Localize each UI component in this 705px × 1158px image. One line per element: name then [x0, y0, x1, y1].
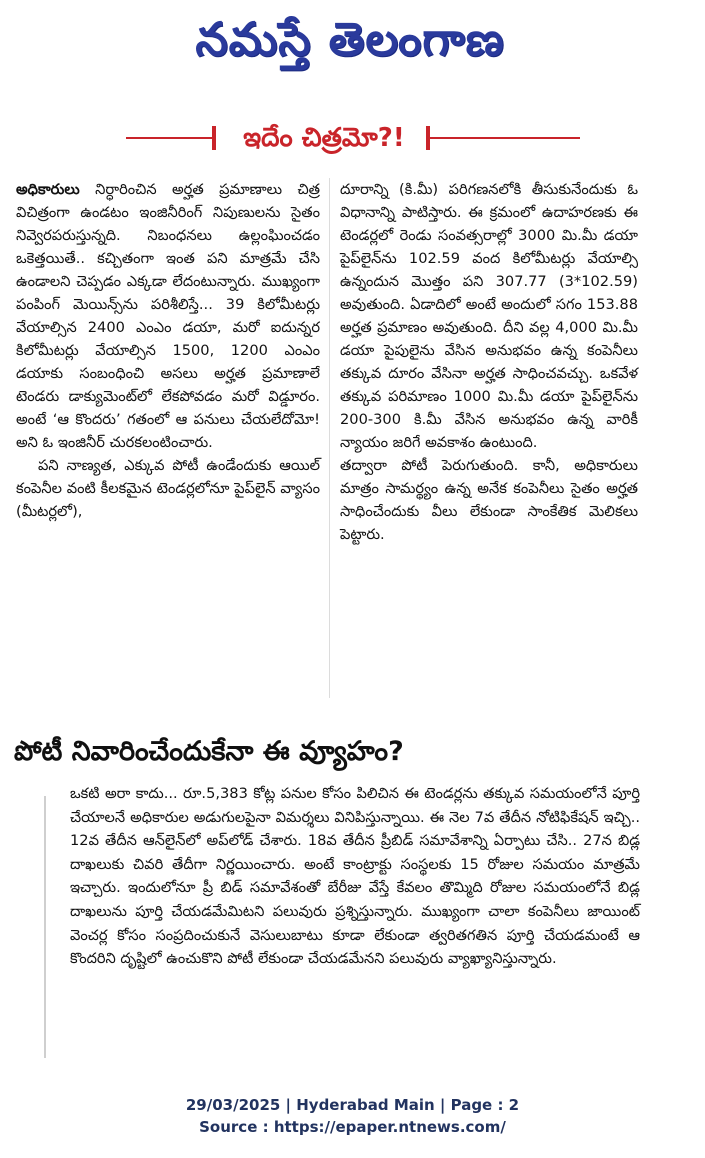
article-paragraph: పని నాణ్యత, ఎక్కువ పోటీ ఉండేందుకు ఆయిల్ కంపెనీల వంటి కీలకమైన టెండర్లలోనూ పైప్‌లైన్ వ్యాసం (మీటర్లలో), — [16, 457, 320, 520]
section-heading: ఇదేం చిత్రమో?! — [243, 123, 405, 153]
column-divider — [329, 178, 330, 698]
article-paragraph — [16, 178, 320, 454]
section-heading-block — [126, 118, 580, 158]
article-column-left — [16, 178, 320, 523]
article-column-right — [340, 178, 638, 546]
quote-bar — [44, 796, 46, 1058]
paragraph-text: నిర్ధారించిన అర్హత ప్రమాణాలు చిత్ర విచిత్రంగా ఉండటం ఇంజినీరింగ్ నిపుణులను సైతం నివ్వెరపరుస్తున్నది. నిబంధనలు ఉల్లంఘించడం ఒకెత్తయితే.. కచ్చితంగా ఇంత పని మాత్రమే చేసి ఉండాలని చెప్పడం ఎక్కడా లేదంటున్నారు. ముఖ్యంగా పంపింగ్ మెయిన్స్‌ను పరిశీలిస్తే... 39 కిలోమీటర్లు వేయాల్సిన 2400 ఎంఎం డయా, మరో ఐదున్నర కిలోమీటర్లు వేయాల్సిన 1500, 1200 ఎంఎం డయాకు సంబంధించి అసలు అర్హత ప్రమాణాలే టెండరు డాక్యుమెంట్‌లో లేకపోవడం మరో విడ్డూరం. అంటే ‘ఆ కొందరు’ గతంలో ఆ పనులు చేయలేదోమో! అని ఓ ఇంజినీర్ చురకలంటించారు. — [16, 181, 320, 451]
masthead-logo — [150, 14, 550, 76]
subsection-headline: పోటీ నివారించేందుకేనా ఈ వ్యూహం? — [14, 736, 404, 767]
page-footer — [0, 1094, 705, 1138]
edition-line: 29/03/2025 | Hyderabad Main | Page : 2 — [185, 1096, 520, 1114]
source-line: Source : https://epaper.ntnews.com/ — [199, 1118, 506, 1136]
masthead-title: నమస్తే తెలంగాణ — [195, 12, 505, 66]
lead-word: అధికారులు — [16, 181, 80, 198]
heading-tick-left — [212, 126, 216, 150]
heading-rule-right — [430, 137, 580, 139]
article-paragraph: దూరాన్ని (కి.మీ) పరిగణనలోకి తీసుకునేందుకు ఓ విధానాన్ని పాటిస్తారు. ఈ క్రమంలో ఉదాహరణకు ఈ టెండర్లలో రెండు సంవత్సరాల్లో 3000 మి.మీ డయా పైప్‌లైన్‌ను 102.59 వంద కిలోమీటర్లు వేయాల్సి ఉన్నందున మొత్తం పని 307.77 (3*102.59) అవుతుంది. ఏడాదిలో అంటే అందులో సగం 153.88 అర్హత ప్రమాణం అవుతుంది. దీని వల్ల 4,000 మి.మీ డయా పైపులైను వేసిన అనుభవం ఉన్న కంపెనీలు తక్కువ దూరం వేసినా అర్హత సాధించవచ్చు. ఒకవేళ తక్కువ పరిమాణం 1000 మి.మీ డయా పైప్‌లైన్‌ను 200-300 కి.మీ వేసిన అనుభవం ఉన్న వారికీ న్యాయం జరిగే అవకాశం ఉంటుంది. — [340, 181, 638, 451]
heading-rule-left — [126, 137, 212, 139]
article-paragraph: తద్వారా పోటీ పెరుగుతుంది. కానీ, అధికారులు మాత్రం సామర్థ్యం ఉన్న అనేక కంపెనీలు సైతం అర్హత సాధించేందుకు వీలు లేకుండా సాంకేతిక మెలికలు పెట్టారు. — [340, 457, 638, 543]
subsection-body: ఒకటి అరా కాదు... రూ.5,383 కోట్ల పనుల కోసం పిలిచిన ఈ టెండర్లను తక్కువ సమయంలోనే పూర్తి చేయాలనే అధికారుల అడుగులపైనా విమర్శలు వినిపిస్తున్నాయి. ఈ నెల 7వ తేదీన నోటిఫికేషన్ ఇచ్చి.. 12వ తేదీన ఆన్‌లైన్‌లో అప్‌లోడ్ చేశారు. 18వ తేదీన ప్రీబిడ్ సమావేశాన్ని ఏర్పాటు చేసి.. 27న బిడ్ల దాఖలుకు చివరి తేదీగా నిర్ణయించారు. అంటే కాంట్రాక్టు సంస్థలకు 15 రోజుల సమయం మాత్రమే ఇచ్చారు. ఇందులోనూ ప్రీ బిడ్ సమావేశంతో బేరీజు వేస్తే కేవలం తొమ్మిది రోజుల సమయంలోనే బిడ్ల దాఖలును పూర్తి చేయడమేమిటని పలువురు ప్రశ్నిస్తున్నారు. ముఖ్యంగా చాలా కంపెనీలు జాయింట్ వెంచర్ల కోసం సంప్రదించుకునే వెసులుబాటు కూడా లేకుండా త్వరితగతిన పూర్తి చేయడమంటే ఆ కొందరిని దృష్టిలో ఉంచుకొని పోటీ లేకుండా చేయడమేనని పలువురు వ్యాఖ్యానిస్తున్నారు. — [70, 785, 640, 968]
